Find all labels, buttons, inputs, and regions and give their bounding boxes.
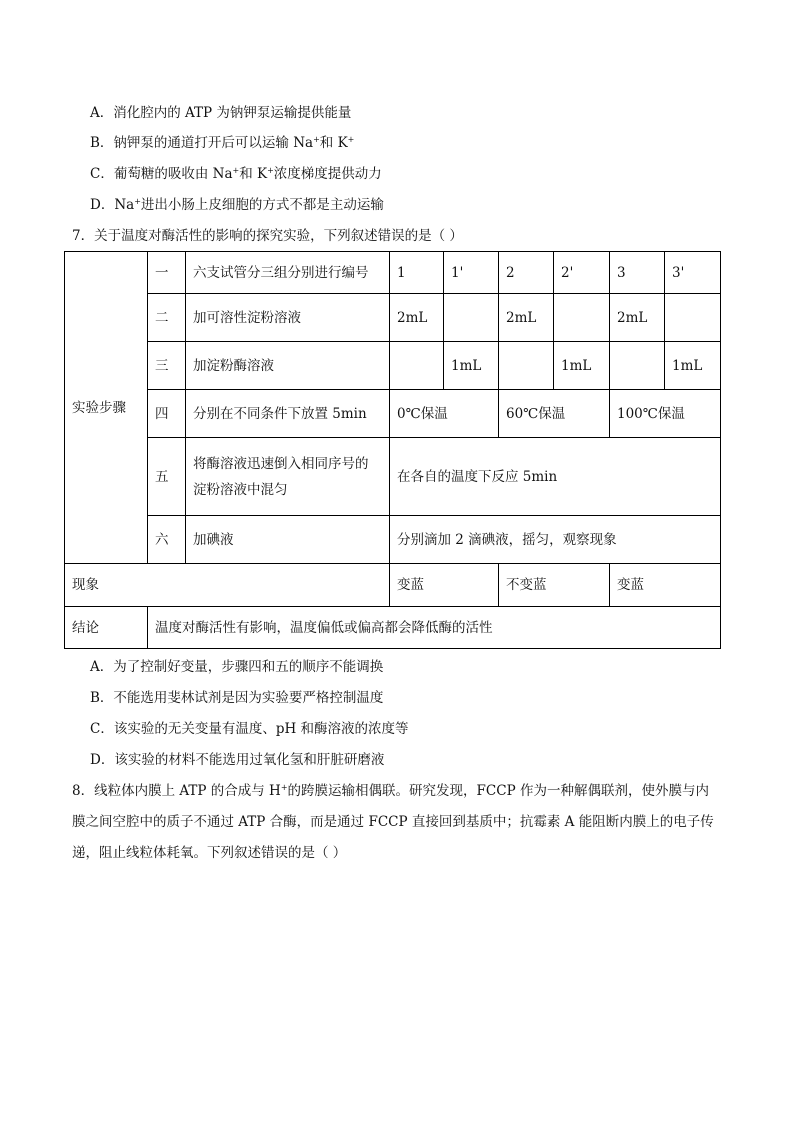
table-row xyxy=(65,564,721,607)
table-row xyxy=(65,516,721,564)
table-row xyxy=(65,252,721,294)
tube-cell: 1mL xyxy=(554,342,610,390)
superscript: + xyxy=(347,135,355,144)
steps-label: 实验步骤 xyxy=(65,252,148,564)
option-label: A． xyxy=(90,105,114,121)
option-label: C． xyxy=(90,166,114,182)
q6-option-d xyxy=(90,195,384,215)
option-text: 和 K xyxy=(239,166,268,182)
superscript: + xyxy=(313,135,320,144)
step-index: 五 xyxy=(148,438,186,516)
tube-cell: 2' xyxy=(554,252,610,294)
phenomenon-cell: 变蓝 xyxy=(390,564,499,607)
q6-option-a xyxy=(90,103,351,123)
tube-cell xyxy=(444,294,499,342)
tube-cell xyxy=(665,294,721,342)
step-index: 一 xyxy=(148,252,186,294)
table-row xyxy=(65,390,721,438)
q7-option-c: C．该实验的无关变量有温度、pH 和酶溶液的浓度等 xyxy=(90,721,409,737)
merged-cell: 在各自的温度下反应 5min xyxy=(390,438,721,516)
temperature-group: 0℃保温 xyxy=(390,390,499,438)
tube-cell: 3 xyxy=(610,252,665,294)
step-index: 二 xyxy=(148,294,186,342)
tube-cell: 1' xyxy=(444,252,499,294)
step-index: 六 xyxy=(148,516,186,564)
temperature-group: 100℃保温 xyxy=(610,390,721,438)
q6-option-c xyxy=(90,164,382,184)
tube-cell xyxy=(390,342,444,390)
q8-stem xyxy=(72,776,722,869)
tube-cell: 2mL xyxy=(499,294,554,342)
phenomenon-label: 现象 xyxy=(65,564,390,607)
option-text: 和 K xyxy=(319,135,348,151)
tube-cell: 1mL xyxy=(444,342,499,390)
superscript: + xyxy=(134,197,141,206)
option-text: Na xyxy=(114,197,135,213)
conclusion-label: 结论 xyxy=(65,607,148,649)
phenomenon-cell: 不变蓝 xyxy=(499,564,610,607)
tube-cell: 2mL xyxy=(610,294,665,342)
option-label: B． xyxy=(90,135,114,151)
table-row xyxy=(65,294,721,342)
q7-option-d: D．该实验的材料不能选用过氧化氢和肝脏研磨液 xyxy=(90,752,385,768)
option-text: 进出小肠上皮细胞的方式不都是主动运输 xyxy=(140,197,384,213)
step-desc-line: 将酶溶液迅速倒入相同序号的 xyxy=(193,455,369,472)
table-row xyxy=(65,438,721,516)
superscript: + xyxy=(267,166,274,175)
step-index: 四 xyxy=(148,390,186,438)
conclusion-text: 温度对酶活性有影响，温度偏低或偏高都会降低酶的活性 xyxy=(148,607,721,649)
step-desc-line: 淀粉溶液中混匀 xyxy=(193,481,288,498)
step-desc: 六支试管分三组分别进行编号 xyxy=(186,252,390,294)
option-text: 浓度梯度提供动力 xyxy=(273,166,382,182)
q7-stem: 7．关于温度对酶活性的影响的探究实验，下列叙述错误的是（ ） xyxy=(72,228,463,244)
step-index: 三 xyxy=(148,342,186,390)
tube-cell: 1 xyxy=(390,252,444,294)
option-label: D． xyxy=(90,197,115,213)
step-desc: 加淀粉酶溶液 xyxy=(186,342,390,390)
tube-cell xyxy=(554,294,610,342)
option-text: 钠钾泵的通道打开后可以运输 Na xyxy=(113,135,314,151)
tube-cell: 2 xyxy=(499,252,554,294)
q8-text: 的跨膜运输相偶联。研究发现，FCCP 作为一种解偶联剂，使外膜与内膜之间空腔中的质子不通过 ATP 合酶，而是通过 FCCP 直接回到基质中；抗霉素 A 能阻断内膜上的电子传递，阻止线粒体耗氧。下列叙述错误的是（ ） xyxy=(72,783,714,861)
superscript: + xyxy=(280,783,288,792)
q7-option-b: B．不能选用斐林试剂是因为实验要严格控制温度 xyxy=(90,690,384,706)
step-desc: 加碘液 xyxy=(186,516,390,564)
step-desc: 加可溶性淀粉溶液 xyxy=(186,294,390,342)
merged-cell: 分别滴加 2 滴碘液，摇匀，观察现象 xyxy=(390,516,721,564)
q6-option-b xyxy=(90,133,354,153)
superscript: + xyxy=(232,166,240,175)
step-desc xyxy=(186,438,390,516)
experiment-table xyxy=(64,251,721,649)
q7-option-a: A．为了控制好变量，步骤四和五的顺序不能调换 xyxy=(90,659,384,675)
temperature-group: 60℃保温 xyxy=(499,390,610,438)
phenomenon-cell: 变蓝 xyxy=(610,564,721,607)
q8-text: 8．线粒体内膜上 ATP 的合成与 H xyxy=(72,783,281,799)
tube-cell xyxy=(499,342,554,390)
table-row xyxy=(65,342,721,390)
step-desc: 分别在不同条件下放置 5min xyxy=(186,390,390,438)
option-text: 消化腔内的 ATP 为钠钾泵运输提供能量 xyxy=(113,105,352,121)
tube-cell: 1mL xyxy=(665,342,721,390)
table-row xyxy=(65,607,721,649)
tube-cell: 2mL xyxy=(390,294,444,342)
option-text: 葡萄糖的吸收由 Na xyxy=(113,166,233,182)
tube-cell: 3' xyxy=(665,252,721,294)
tube-cell xyxy=(610,342,665,390)
